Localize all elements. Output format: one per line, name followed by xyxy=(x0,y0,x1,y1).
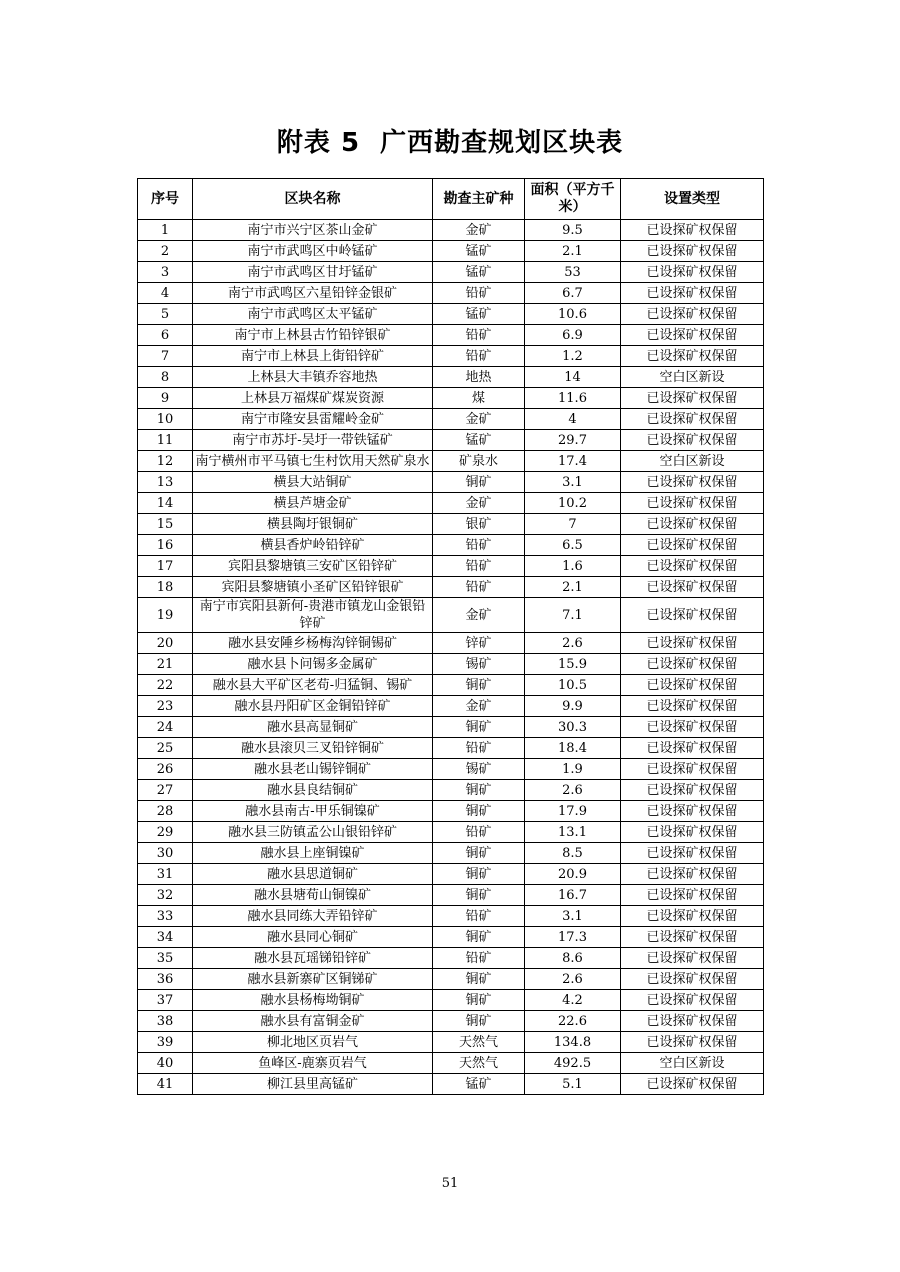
cell-seq: 1 xyxy=(138,220,193,241)
cell-name: 南宁市武鸣区六星铅锌金银矿 xyxy=(193,283,433,304)
cell-seq: 41 xyxy=(138,1074,193,1095)
table-row xyxy=(138,1053,764,1074)
cell-name: 南宁市隆安县雷耀岭金矿 xyxy=(193,409,433,430)
cell-seq: 34 xyxy=(138,927,193,948)
cell-type: 已设探矿权保留 xyxy=(621,969,764,990)
cell-seq: 17 xyxy=(138,556,193,577)
cell-area: 14 xyxy=(525,367,621,388)
cell-area: 6.5 xyxy=(525,535,621,556)
cell-type: 已设探矿权保留 xyxy=(621,283,764,304)
cell-mineral: 铅矿 xyxy=(433,822,525,843)
cell-seq: 27 xyxy=(138,780,193,801)
cell-area: 15.9 xyxy=(525,654,621,675)
cell-type: 已设探矿权保留 xyxy=(621,535,764,556)
cell-mineral: 铅矿 xyxy=(433,346,525,367)
cell-seq: 23 xyxy=(138,696,193,717)
table-row xyxy=(138,990,764,1011)
cell-mineral: 锌矿 xyxy=(433,633,525,654)
cell-area: 5.1 xyxy=(525,1074,621,1095)
table-row xyxy=(138,262,764,283)
cell-seq: 8 xyxy=(138,367,193,388)
table-row xyxy=(138,822,764,843)
table-row xyxy=(138,696,764,717)
cell-type: 已设探矿权保留 xyxy=(621,388,764,409)
cell-seq: 28 xyxy=(138,801,193,822)
cell-area: 13.1 xyxy=(525,822,621,843)
table-row xyxy=(138,927,764,948)
cell-name: 南宁市上林县古竹铅锌银矿 xyxy=(193,325,433,346)
cell-mineral: 铅矿 xyxy=(433,283,525,304)
cell-area: 2.6 xyxy=(525,780,621,801)
cell-mineral: 天然气 xyxy=(433,1032,525,1053)
cell-type: 已设探矿权保留 xyxy=(621,801,764,822)
cell-area: 8.5 xyxy=(525,843,621,864)
cell-seq: 2 xyxy=(138,241,193,262)
cell-name: 融水县老山锡锌铜矿 xyxy=(193,759,433,780)
cell-name: 融水县塘荀山铜镍矿 xyxy=(193,885,433,906)
table-header-row xyxy=(138,179,764,220)
cell-type: 空白区新设 xyxy=(621,451,764,472)
table-row xyxy=(138,220,764,241)
table-row xyxy=(138,759,764,780)
table-row xyxy=(138,1074,764,1095)
cell-type: 已设探矿权保留 xyxy=(621,654,764,675)
cell-area: 1.2 xyxy=(525,346,621,367)
cell-type: 空白区新设 xyxy=(621,367,764,388)
header-seq: 序号 xyxy=(138,179,193,220)
cell-mineral: 铜矿 xyxy=(433,885,525,906)
cell-area: 20.9 xyxy=(525,864,621,885)
header-name: 区块名称 xyxy=(193,179,433,220)
cell-seq: 15 xyxy=(138,514,193,535)
table-row xyxy=(138,283,764,304)
cell-area: 30.3 xyxy=(525,717,621,738)
cell-seq: 9 xyxy=(138,388,193,409)
cell-mineral: 铜矿 xyxy=(433,969,525,990)
cell-seq: 3 xyxy=(138,262,193,283)
cell-type: 已设探矿权保留 xyxy=(621,304,764,325)
cell-mineral: 铜矿 xyxy=(433,864,525,885)
title-prefix: 附表 5 xyxy=(276,128,361,158)
cell-seq: 13 xyxy=(138,472,193,493)
cell-name: 融水县大平矿区老苟-归猛铜、锡矿 xyxy=(193,675,433,696)
cell-mineral: 锡矿 xyxy=(433,654,525,675)
cell-type: 已设探矿权保留 xyxy=(621,780,764,801)
cell-mineral: 铅矿 xyxy=(433,577,525,598)
cell-mineral: 金矿 xyxy=(433,696,525,717)
table-row xyxy=(138,598,764,633)
cell-type: 已设探矿权保留 xyxy=(621,864,764,885)
table-row xyxy=(138,451,764,472)
cell-area: 2.1 xyxy=(525,577,621,598)
cell-mineral: 银矿 xyxy=(433,514,525,535)
cell-type: 已设探矿权保留 xyxy=(621,885,764,906)
cell-area: 134.8 xyxy=(525,1032,621,1053)
cell-name: 融水县滚贝三叉铅锌铜矿 xyxy=(193,738,433,759)
cell-mineral: 锰矿 xyxy=(433,1074,525,1095)
cell-mineral: 铅矿 xyxy=(433,535,525,556)
cell-name: 融水县同练大弄铅锌矿 xyxy=(193,906,433,927)
cell-name: 柳江县里高锰矿 xyxy=(193,1074,433,1095)
table-body xyxy=(138,220,764,1095)
cell-name: 融水县思道铜矿 xyxy=(193,864,433,885)
table-row xyxy=(138,864,764,885)
table-row xyxy=(138,801,764,822)
table-row xyxy=(138,1032,764,1053)
cell-type: 已设探矿权保留 xyxy=(621,514,764,535)
cell-type: 已设探矿权保留 xyxy=(621,696,764,717)
cell-name: 宾阳县黎塘镇三安矿区铅锌矿 xyxy=(193,556,433,577)
table-row xyxy=(138,675,764,696)
cell-area: 2.6 xyxy=(525,969,621,990)
cell-seq: 35 xyxy=(138,948,193,969)
table-row xyxy=(138,304,764,325)
table-row xyxy=(138,969,764,990)
cell-name: 南宁市苏圩-吴圩一带铁锰矿 xyxy=(193,430,433,451)
cell-name: 南宁市武鸣区中岭锰矿 xyxy=(193,241,433,262)
cell-name: 横县陶圩银铜矿 xyxy=(193,514,433,535)
cell-mineral: 铜矿 xyxy=(433,801,525,822)
cell-name: 融水县同心铜矿 xyxy=(193,927,433,948)
cell-area: 9.5 xyxy=(525,220,621,241)
cell-seq: 10 xyxy=(138,409,193,430)
table-row xyxy=(138,780,764,801)
cell-seq: 20 xyxy=(138,633,193,654)
cell-area: 7 xyxy=(525,514,621,535)
cell-mineral: 天然气 xyxy=(433,1053,525,1074)
cell-area: 8.6 xyxy=(525,948,621,969)
cell-type: 已设探矿权保留 xyxy=(621,430,764,451)
cell-name: 融水县丹阳矿区金铜铅锌矿 xyxy=(193,696,433,717)
cell-mineral: 铅矿 xyxy=(433,906,525,927)
title-text: 广西勘查规划区块表 xyxy=(380,128,624,158)
cell-mineral: 铅矿 xyxy=(433,948,525,969)
cell-seq: 37 xyxy=(138,990,193,1011)
table-row xyxy=(138,577,764,598)
cell-seq: 26 xyxy=(138,759,193,780)
table-row xyxy=(138,430,764,451)
cell-seq: 19 xyxy=(138,598,193,633)
cell-type: 已设探矿权保留 xyxy=(621,822,764,843)
table-row xyxy=(138,843,764,864)
cell-mineral: 金矿 xyxy=(433,493,525,514)
header-mineral: 勘查主矿种 xyxy=(433,179,525,220)
cell-type: 已设探矿权保留 xyxy=(621,325,764,346)
table-row xyxy=(138,654,764,675)
cell-area: 18.4 xyxy=(525,738,621,759)
cell-type: 已设探矿权保留 xyxy=(621,675,764,696)
cell-type: 已设探矿权保留 xyxy=(621,577,764,598)
cell-seq: 31 xyxy=(138,864,193,885)
page-number: 51 xyxy=(441,1176,459,1191)
cell-mineral: 锰矿 xyxy=(433,304,525,325)
cell-mineral: 铜矿 xyxy=(433,843,525,864)
cell-area: 17.3 xyxy=(525,927,621,948)
cell-type: 已设探矿权保留 xyxy=(621,927,764,948)
cell-type: 已设探矿权保留 xyxy=(621,598,764,633)
header-area: 面积（平方千米） xyxy=(525,179,621,220)
exploration-block-table xyxy=(137,178,764,1095)
cell-seq: 33 xyxy=(138,906,193,927)
table-row xyxy=(138,717,764,738)
cell-area: 4.2 xyxy=(525,990,621,1011)
cell-type: 已设探矿权保留 xyxy=(621,990,764,1011)
cell-type: 已设探矿权保留 xyxy=(621,633,764,654)
cell-name: 融水县有富铜金矿 xyxy=(193,1011,433,1032)
cell-name: 横县芦塘金矿 xyxy=(193,493,433,514)
cell-area: 2.6 xyxy=(525,633,621,654)
cell-name: 柳北地区页岩气 xyxy=(193,1032,433,1053)
cell-type: 已设探矿权保留 xyxy=(621,738,764,759)
cell-area: 6.7 xyxy=(525,283,621,304)
cell-mineral: 锰矿 xyxy=(433,262,525,283)
cell-seq: 40 xyxy=(138,1053,193,1074)
table-row xyxy=(138,367,764,388)
cell-type: 已设探矿权保留 xyxy=(621,556,764,577)
cell-mineral: 锡矿 xyxy=(433,759,525,780)
cell-mineral: 锰矿 xyxy=(433,430,525,451)
cell-mineral: 锰矿 xyxy=(433,241,525,262)
cell-seq: 7 xyxy=(138,346,193,367)
table-row xyxy=(138,738,764,759)
cell-name: 融水县良结铜矿 xyxy=(193,780,433,801)
cell-type: 已设探矿权保留 xyxy=(621,493,764,514)
cell-name: 南宁市上林县上街铅锌矿 xyxy=(193,346,433,367)
table-row xyxy=(138,535,764,556)
cell-seq: 29 xyxy=(138,822,193,843)
cell-seq: 6 xyxy=(138,325,193,346)
cell-name: 南宁横州市平马镇七生村饮用天然矿泉水 xyxy=(193,451,433,472)
cell-name: 融水县上座铜镍矿 xyxy=(193,843,433,864)
cell-area: 11.6 xyxy=(525,388,621,409)
cell-area: 17.9 xyxy=(525,801,621,822)
cell-seq: 36 xyxy=(138,969,193,990)
cell-type: 已设探矿权保留 xyxy=(621,262,764,283)
cell-seq: 22 xyxy=(138,675,193,696)
cell-name: 融水县卜问锡多金属矿 xyxy=(193,654,433,675)
cell-type: 已设探矿权保留 xyxy=(621,843,764,864)
cell-type: 已设探矿权保留 xyxy=(621,409,764,430)
cell-mineral: 铜矿 xyxy=(433,927,525,948)
cell-area: 10.2 xyxy=(525,493,621,514)
cell-name: 融水县南古-甲乐铜镍矿 xyxy=(193,801,433,822)
cell-name: 横县香炉岭铅锌矿 xyxy=(193,535,433,556)
table-row xyxy=(138,346,764,367)
table-row xyxy=(138,514,764,535)
cell-area: 4 xyxy=(525,409,621,430)
cell-type: 已设探矿权保留 xyxy=(621,472,764,493)
cell-mineral: 煤 xyxy=(433,388,525,409)
cell-seq: 5 xyxy=(138,304,193,325)
cell-area: 10.6 xyxy=(525,304,621,325)
cell-area: 6.9 xyxy=(525,325,621,346)
cell-seq: 4 xyxy=(138,283,193,304)
table-row xyxy=(138,241,764,262)
cell-type: 已设探矿权保留 xyxy=(621,220,764,241)
cell-name: 南宁市宾阳县新何-贵港市镇龙山金银铅锌矿 xyxy=(193,598,433,633)
cell-area: 7.1 xyxy=(525,598,621,633)
cell-type: 已设探矿权保留 xyxy=(621,717,764,738)
cell-seq: 21 xyxy=(138,654,193,675)
cell-mineral: 铜矿 xyxy=(433,780,525,801)
cell-name: 鱼峰区-鹿寨页岩气 xyxy=(193,1053,433,1074)
cell-type: 已设探矿权保留 xyxy=(621,948,764,969)
table-row xyxy=(138,388,764,409)
cell-name: 融水县高显铜矿 xyxy=(193,717,433,738)
cell-name: 上林县万福煤矿煤炭资源 xyxy=(193,388,433,409)
cell-name: 融水县安陲乡杨梅沟锌铜锡矿 xyxy=(193,633,433,654)
cell-seq: 12 xyxy=(138,451,193,472)
cell-area: 16.7 xyxy=(525,885,621,906)
cell-area: 9.9 xyxy=(525,696,621,717)
cell-seq: 25 xyxy=(138,738,193,759)
cell-mineral: 铜矿 xyxy=(433,717,525,738)
cell-type: 已设探矿权保留 xyxy=(621,1011,764,1032)
cell-name: 横县大站铜矿 xyxy=(193,472,433,493)
cell-seq: 30 xyxy=(138,843,193,864)
table-row xyxy=(138,472,764,493)
table-row xyxy=(138,906,764,927)
cell-seq: 16 xyxy=(138,535,193,556)
cell-area: 2.1 xyxy=(525,241,621,262)
cell-mineral: 金矿 xyxy=(433,220,525,241)
cell-area: 492.5 xyxy=(525,1053,621,1074)
cell-area: 17.4 xyxy=(525,451,621,472)
header-type: 设置类型 xyxy=(621,179,764,220)
cell-name: 融水县新寨矿区铜锑矿 xyxy=(193,969,433,990)
cell-area: 1.6 xyxy=(525,556,621,577)
cell-mineral: 铜矿 xyxy=(433,675,525,696)
cell-name: 融水县瓦瑶锑铅锌矿 xyxy=(193,948,433,969)
cell-type: 已设探矿权保留 xyxy=(621,346,764,367)
cell-seq: 39 xyxy=(138,1032,193,1053)
cell-type: 已设探矿权保留 xyxy=(621,241,764,262)
cell-mineral: 铜矿 xyxy=(433,1011,525,1032)
cell-area: 22.6 xyxy=(525,1011,621,1032)
cell-mineral: 铅矿 xyxy=(433,556,525,577)
cell-mineral: 地热 xyxy=(433,367,525,388)
cell-area: 29.7 xyxy=(525,430,621,451)
cell-mineral: 铅矿 xyxy=(433,325,525,346)
cell-mineral: 铅矿 xyxy=(433,738,525,759)
cell-type: 已设探矿权保留 xyxy=(621,1074,764,1095)
page-title xyxy=(0,122,900,159)
cell-mineral: 铜矿 xyxy=(433,990,525,1011)
cell-name: 南宁市武鸣区太平锰矿 xyxy=(193,304,433,325)
cell-seq: 38 xyxy=(138,1011,193,1032)
cell-seq: 11 xyxy=(138,430,193,451)
cell-type: 已设探矿权保留 xyxy=(621,1032,764,1053)
cell-seq: 32 xyxy=(138,885,193,906)
cell-type: 已设探矿权保留 xyxy=(621,906,764,927)
table-row xyxy=(138,1011,764,1032)
table-row xyxy=(138,948,764,969)
cell-mineral: 金矿 xyxy=(433,409,525,430)
cell-mineral: 铜矿 xyxy=(433,472,525,493)
cell-name: 南宁市武鸣区甘圩锰矿 xyxy=(193,262,433,283)
cell-name: 上林县大丰镇乔容地热 xyxy=(193,367,433,388)
table-row xyxy=(138,885,764,906)
cell-area: 3.1 xyxy=(525,472,621,493)
cell-area: 10.5 xyxy=(525,675,621,696)
cell-area: 1.9 xyxy=(525,759,621,780)
table-row xyxy=(138,493,764,514)
cell-mineral: 金矿 xyxy=(433,598,525,633)
cell-seq: 14 xyxy=(138,493,193,514)
cell-area: 3.1 xyxy=(525,906,621,927)
cell-seq: 24 xyxy=(138,717,193,738)
cell-mineral: 矿泉水 xyxy=(433,451,525,472)
cell-name: 融水县杨梅坳铜矿 xyxy=(193,990,433,1011)
cell-type: 已设探矿权保留 xyxy=(621,759,764,780)
table-row xyxy=(138,325,764,346)
cell-type: 空白区新设 xyxy=(621,1053,764,1074)
cell-seq: 18 xyxy=(138,577,193,598)
cell-name: 南宁市兴宁区茶山金矿 xyxy=(193,220,433,241)
cell-name: 宾阳县黎塘镇小圣矿区铅锌银矿 xyxy=(193,577,433,598)
table-row xyxy=(138,633,764,654)
table-row xyxy=(138,409,764,430)
table-row xyxy=(138,556,764,577)
cell-area: 53 xyxy=(525,262,621,283)
cell-name: 融水县三防镇孟公山银铅锌矿 xyxy=(193,822,433,843)
